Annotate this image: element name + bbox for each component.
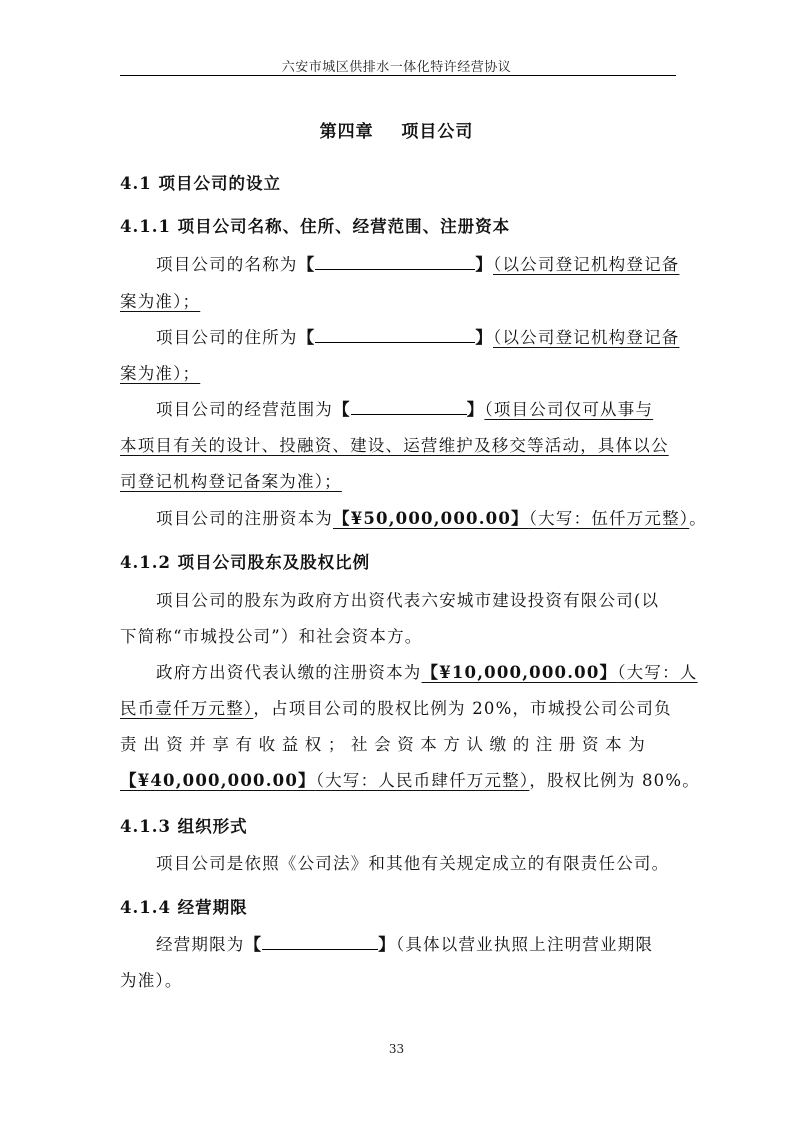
gov-capital-amount: 【¥10,000,000.00】 bbox=[421, 663, 618, 682]
company-address-line: 项目公司的住所为【 】（以公司登记机构登记备 bbox=[156, 328, 680, 347]
shareholders-line-2: 下简称“市城投公司”）和社会资本方。 bbox=[120, 627, 423, 646]
heading-4-1: 4.1 项目公司的设立 bbox=[120, 174, 281, 193]
gov-capital-line: 政府方出资代表认缴的注册资本为【¥10,000,000.00】（大写：人 bbox=[156, 663, 698, 682]
company-address-line-2: 案为准）； bbox=[120, 364, 201, 383]
registered-capital-amount: 【¥50,000,000.00】 bbox=[333, 509, 529, 528]
social-capital-line-2: 【¥40,000,000.00】（大写：人民币肆仟万元整），股权比例为 80%。 bbox=[120, 771, 700, 790]
organization-form-text: 项目公司是依照《公司法》和其他有关规定成立的有限责任公司。 bbox=[156, 854, 670, 873]
heading-4-1-1: 4.1.1 项目公司名称、住所、经营范围、注册资本 bbox=[120, 217, 511, 236]
running-header: 六安市城区供排水一体化特许经营协议 bbox=[281, 60, 512, 75]
heading-4-1-2: 4.1.2 项目公司股东及股权比例 bbox=[120, 553, 371, 572]
company-name-line: 项目公司的名称为【 】（以公司登记机构登记备 bbox=[156, 255, 680, 274]
chapter-number: 第四章 bbox=[319, 122, 374, 142]
business-scope-blank bbox=[351, 400, 467, 415]
company-name-line-2: 案为准）； bbox=[120, 292, 201, 311]
operating-period-blank bbox=[262, 935, 378, 950]
shareholders-line-1: 项目公司的股东为政府方出资代表六安城市建设投资有限公司(以 bbox=[156, 591, 660, 610]
chapter-title bbox=[0, 117, 793, 142]
header-rule bbox=[120, 75, 676, 76]
business-scope-line: 项目公司的经营范围为【 】（项目公司仅可从事与 bbox=[156, 400, 654, 419]
gov-capital-line-2: 民币壹仟万元整），占项目公司的股权比例为 20%，市城投公司公司负 bbox=[120, 699, 672, 718]
social-capital-amount: 【¥40,000,000.00】 bbox=[120, 771, 316, 790]
page-number: 33 bbox=[388, 1042, 405, 1056]
business-scope-line-3: 司登记机构登记备案为准）； bbox=[120, 472, 342, 491]
heading-4-1-3: 4.1.3 组织形式 bbox=[120, 817, 248, 836]
heading-4-1-4: 4.1.4 经营期限 bbox=[120, 898, 248, 917]
chapter-name: 项目公司 bbox=[401, 122, 474, 142]
operating-period-line-2: 为准）。 bbox=[120, 971, 183, 990]
business-scope-line-2: 本项目有关的设计、投融资、建设、运营维护及移交等活动，具体以公 bbox=[120, 436, 669, 455]
company-address-blank bbox=[315, 328, 475, 343]
social-capital-line: 责出资并享有收益权；社会资本方认缴的注册资本为 bbox=[120, 735, 652, 754]
registered-capital-line: 项目公司的注册资本为【¥50,000,000.00】（大写：伍仟万元整）。 bbox=[156, 509, 707, 528]
operating-period-line: 经营期限为【 】（具体以营业执照上注明营业期限 bbox=[156, 935, 654, 954]
company-name-blank bbox=[315, 255, 475, 270]
